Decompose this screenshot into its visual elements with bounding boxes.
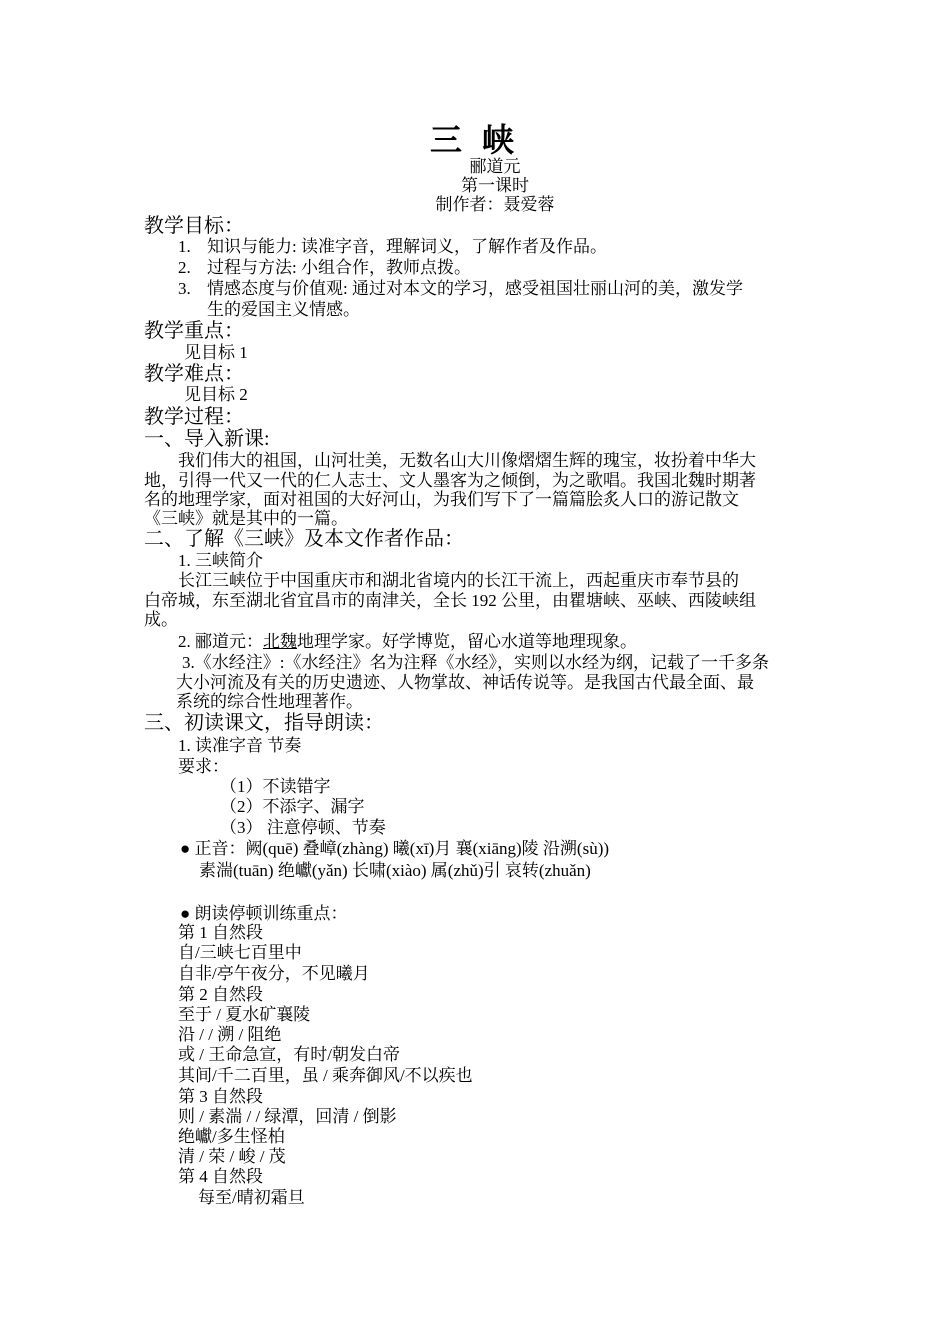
book-line: 大小河流及有关的历史遗迹、人物掌故、神话传说等。是我国古代最全面、最	[176, 673, 754, 692]
pause-line: 第 2 自然段	[178, 985, 263, 1004]
difficult-point-text: 见目标 2	[184, 385, 248, 404]
goal-1-text: 知识与能力: 读准字音，理解词义，了解作者及作品。	[207, 237, 607, 256]
pause-title: ● 朗读停顿训练重点：	[180, 904, 348, 923]
author-name: 郦道元	[469, 157, 521, 176]
requirement-item: （1）不读错字	[220, 777, 331, 796]
key-point-heading: 教学重点：	[144, 320, 244, 342]
section1-line: 我们伟大的祖国，山河壮美，无数名山大川像熠熠生辉的瑰宝，妆扮着中华大	[178, 451, 756, 470]
reading-item: 1. 读准字音 节奏	[178, 736, 302, 755]
goal-2-num: 2.	[178, 258, 191, 277]
pause-line: 则 / 素湍 / / 绿潭，回清 / 倒影	[178, 1107, 397, 1126]
goals-heading: 教学目标：	[144, 215, 244, 237]
requirement-item: （3） 注意停顿、节奏	[220, 818, 386, 837]
author-intro-line	[178, 633, 637, 650]
pause-line: 第 3 自然段	[178, 1087, 263, 1106]
book-line: 系统的综合性地理著作。	[176, 692, 363, 711]
process-heading: 教学过程：	[144, 406, 244, 428]
goal-1-num: 1.	[178, 237, 191, 256]
maker-label: 制作者：聂爱蓉	[435, 195, 555, 214]
pronunciation-line: 素湍(tuān) 绝巘(yǎn) 长啸(xiào) 属(zhǔ)引 哀转(zhuǎn)	[199, 861, 591, 880]
pause-line: 沿 / / 溯 / 阻绝	[178, 1025, 282, 1044]
intro-line: 成。	[144, 610, 178, 629]
author-intro-suffix: 地理学家。好学博览，留心水道等地理现象。	[297, 632, 637, 651]
pause-line: 至于 / 夏水矿襄陵	[178, 1005, 311, 1024]
goal-3-text: 情感态度与价值观: 通过对本文的学习，感受祖国壮丽山河的美，激发学	[207, 279, 743, 298]
difficult-point-heading: 教学难点：	[144, 363, 244, 385]
intro-line: 白帝城，东至湖北省宜昌市的南津关，全长 192 公里，由瞿塘峡、巫峡、西陵峡组	[144, 591, 756, 610]
pause-line: 每至/晴初霜旦	[198, 1188, 305, 1207]
goal-3-cont: 生的爱国主义情感。	[207, 300, 360, 319]
section2-heading: 二、了解《三峡》及本文作者作品：	[144, 528, 464, 550]
pause-line: 第 1 自然段	[178, 923, 263, 942]
intro-title: 1. 三峡简介	[178, 551, 263, 570]
pause-line: 清 / 荣 / 峻 / 茂	[178, 1147, 286, 1166]
section1-heading: 一、导入新课:	[144, 428, 270, 450]
pause-line: 自非/亭午夜分，不见曦月	[178, 964, 370, 983]
key-point-text: 见目标 1	[184, 343, 248, 362]
requirements-label: 要求：	[178, 757, 229, 776]
section3-heading: 三、初读课文，指导朗读：	[144, 712, 384, 734]
requirement-item: （2）不添字、漏字	[220, 797, 365, 816]
intro-line: 长江三峡位于中国重庆市和湖北省境内的长江干流上，西起重庆市奉节县的	[178, 571, 739, 590]
section1-line: 名的地理学家，面对祖国的大好河山，为我们写下了一篇篇脍炙人口的游记散文	[144, 490, 739, 509]
section1-line: 地，引得一代又一代的仁人志士、文人墨客为之倾倒，为之歌唱。我国北魏时期著	[144, 471, 756, 490]
pause-line: 第 4 自然段	[178, 1167, 263, 1186]
pause-line: 其间/千二百里，虽 / 乘奔御风/不以疾也	[178, 1066, 473, 1085]
page-title: 三 峡	[429, 122, 520, 158]
goal-3-num: 3.	[178, 279, 191, 298]
pause-line: 自/三峡七百里中	[178, 943, 302, 962]
beiwei-link[interactable]: 北魏	[263, 632, 297, 651]
pause-line: 绝巘/多生怪柏	[178, 1127, 285, 1146]
pause-line: 或 / 王命急宣，有时/朝发白帝	[178, 1045, 400, 1064]
goal-2-text: 过程与方法: 小组合作，教师点拨。	[207, 258, 471, 277]
pronunciation-line: ● 正音：阙(quē) 叠嶂(zhàng) 曦(xī)月 襄(xiāng)陵 沿溯(sù))	[180, 839, 610, 858]
book-line: 3.《水经注》:《水经注》名为注释《水经》，实则以水经为纲，记载了一千多条	[182, 653, 769, 672]
lesson-label: 第一课时	[461, 176, 529, 195]
author-intro-prefix: 2. 郦道元：	[178, 632, 263, 651]
section1-line: 《三峡》就是其中的一篇。	[144, 509, 348, 528]
